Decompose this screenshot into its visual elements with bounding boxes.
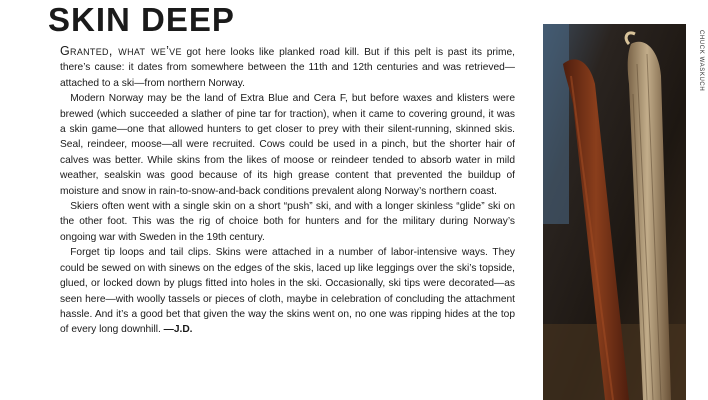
ski-illustration xyxy=(543,24,686,400)
paragraph-text: got here looks like planked road kill. But if this pelt is past its prime, there’s cause: it dates from somewhere between the 11th and 12th centuries and was retrieved—attached to a ski—from northern Norway. xyxy=(60,47,515,89)
paragraph-text: Forget tip loops and tail clips. Skins were attached in a number of labor-intensive ways. They could be sewed on with sinews on the edges of the skis, laced up like leggings over the ski’s topside, glued, or locked down by plugs fitted into holes in the ski. Occasionally, ski tips were decorated—as seen here—with woolly tassels or pieces of cloth, maybe in celebration of concluding the attachment hassle. And it’s a good bet that given the way the skins went on, no one was ripping hides at the top of every long downhill. xyxy=(60,247,515,336)
ski-photo xyxy=(543,24,686,400)
paragraph-3 xyxy=(60,199,515,245)
paragraph-1 xyxy=(60,44,515,91)
photo-credit: CHUCK WASKUCH xyxy=(698,30,704,92)
paragraph-text: Skiers often went with a single skin on a short “push” ski, and with a longer skinless “glide” ski on the other foot. This was the rig of choice both for hunters and for the military during Norway’s ongoing war with Sweden in the 19th century. xyxy=(60,201,515,243)
author-signoff: —J.D. xyxy=(163,324,193,336)
paragraph-4 xyxy=(60,245,515,337)
lead-in: Granted, what we’ve xyxy=(60,44,182,58)
paragraph-2 xyxy=(60,91,515,199)
paragraph-text: Modern Norway may be the land of Extra Blue and Cera F, but before waxes and klisters were brewed (which succeeded a slather of pine tar for traction), when it came to covering ground, it was a skin game—one that allowed hunters to get closer to prey with their silent-running, skinned skis. Seal, reindeer, moose—all were recruited. Cows could be used in a pinch, but the shorter hair of calves was better. While skins from the likes of moose or reindeer tended to absorb water in mild weather, sealskin was good because of its high grease content that prevented the buildup of moisture and snow in rain-to-snow-and-back conditions prevalent along Norway’s northern coast. xyxy=(60,93,515,197)
window-light xyxy=(543,24,569,224)
article-body xyxy=(60,44,515,338)
article-title: SKIN DEEP xyxy=(48,1,235,38)
